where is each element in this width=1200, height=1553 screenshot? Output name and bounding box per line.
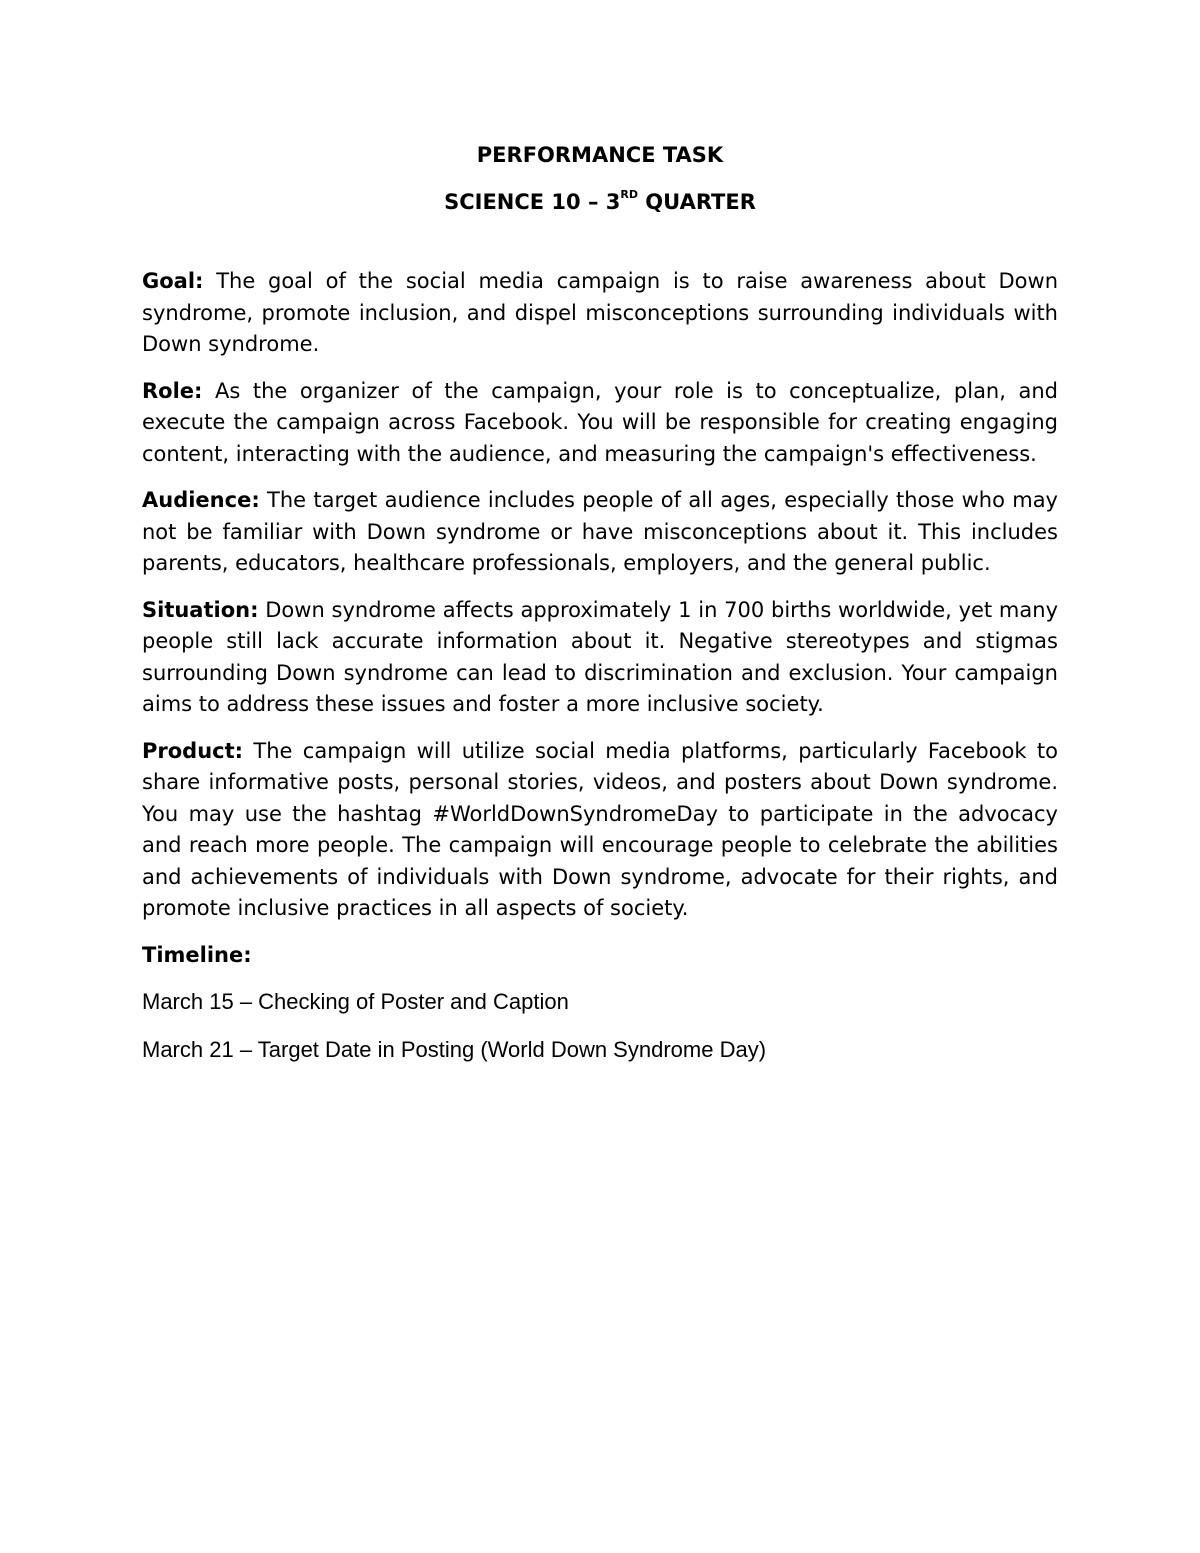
- timeline-item: March 15 – Checking of Poster and Caption: [142, 989, 569, 1014]
- product-text: The campaign will utilize social media platforms, particularly Facebook to share informative posts, personal stories, videos, and posters about Down syndrome. You may use the hashtag #WorldDownSyndromeDay to participate in the advocacy and reach more people. The campaign will encourage people to celebrate the abilities and achievements of individuals with Down syndrome, advocate for their rights, and promote inclusive practices in all aspects of society.: [142, 738, 1058, 920]
- subtitle-text: SCIENCE 10 – 3: [444, 190, 621, 214]
- audience-paragraph: [142, 485, 1058, 580]
- audience-text: The target audience includes people of all ages, especially those who may not be familiar with Down syndrome or have misconceptions about it. This includes parents, educators, healthcare professionals, employers, and the general public.: [142, 488, 1058, 575]
- product-label: Product:: [142, 738, 244, 763]
- situation-text: Down syndrome affects approximately 1 in 700 births worldwide, yet many people still lack accurate information about it. Negative stereotypes and stigmas surrounding Down syndrome can lead to discrimination and exclusion. Your campaign aims to address these issues and foster a more inclusive society.: [142, 597, 1058, 716]
- goal-paragraph: [142, 266, 1058, 361]
- document-title: PERFORMANCE TASK: [476, 143, 724, 167]
- subtitle-suffix: QUARTER: [638, 190, 756, 214]
- product-paragraph: [142, 736, 1058, 925]
- document-body: [142, 266, 1058, 1081]
- role-text: As the organizer of the campaign, your role is to conceptualize, plan, and execute the campaign across Facebook. You will be responsible for creating engaging content, interacting with the audience, and measuring the campaign's effectiveness.: [142, 378, 1058, 466]
- timeline-item: March 21 – Target Date in Posting (World Down Syndrome Day): [142, 1036, 767, 1062]
- goal-label: Goal:: [142, 269, 204, 293]
- subtitle-superscript: RD: [620, 188, 638, 201]
- goal-text: The goal of the social media campaign is to raise awareness about Down syndrome, promote inclusion, and dispel misconceptions surrounding individuals with Down syndrome.: [142, 269, 1058, 356]
- document-subtitle: [0, 188, 1200, 216]
- role-label: Role:: [142, 378, 203, 403]
- role-paragraph: [142, 376, 1058, 471]
- situation-paragraph: [142, 595, 1058, 721]
- timeline-heading: Timeline:: [142, 942, 252, 967]
- situation-label: Situation:: [142, 597, 259, 622]
- audience-label: Audience:: [142, 488, 260, 512]
